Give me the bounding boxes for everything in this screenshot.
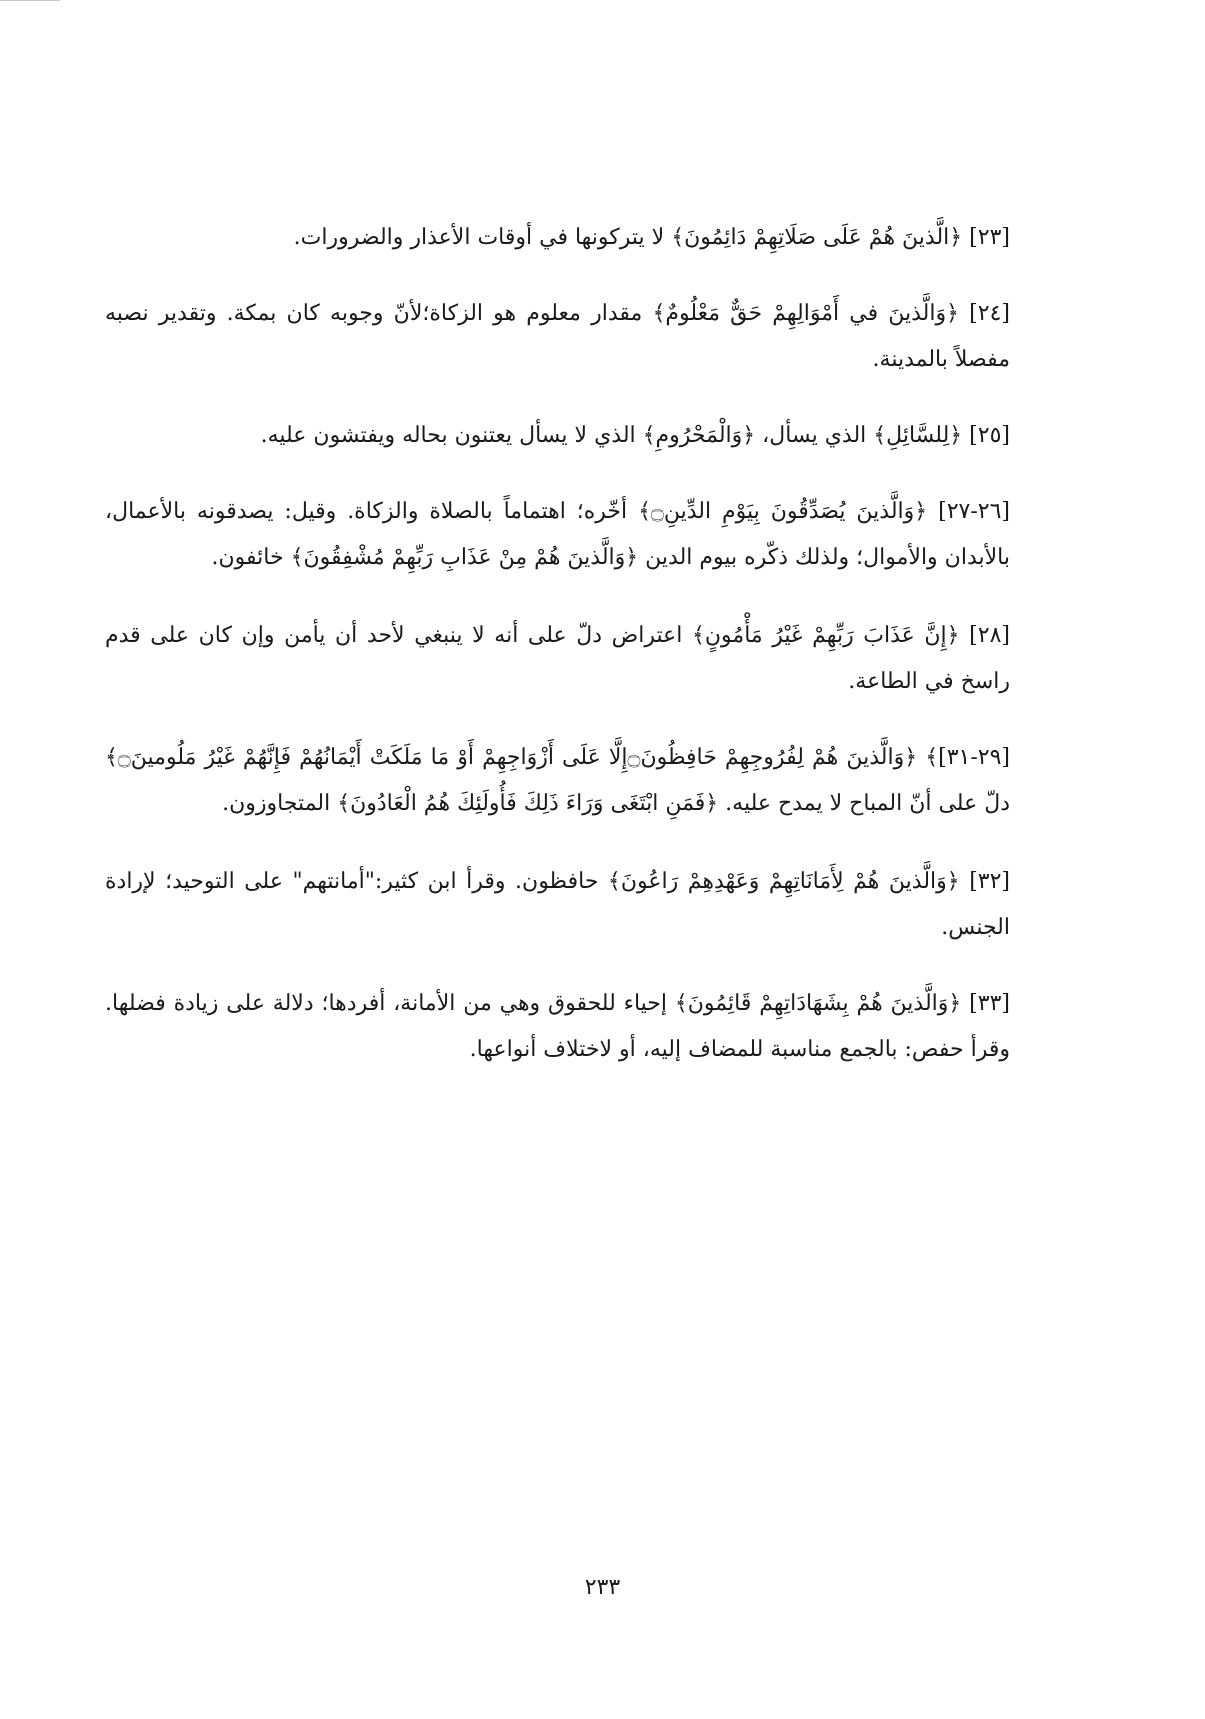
page-number: ٢٣٣ bbox=[584, 1575, 621, 1600]
paragraph-text: ﴿لِلسَّائِلِ﴾ الذي يسأل، ﴿وَالْمَحْرُومِ﴾ الذي لا يسأل يعتنون بحاله ويفتشون عليه. bbox=[260, 423, 963, 448]
paragraph-verse-23 bbox=[105, 215, 1010, 261]
paragraph-verse-33 bbox=[105, 981, 1010, 1073]
verse-number: [٣٢] bbox=[969, 869, 1011, 894]
paragraph-verse-32 bbox=[105, 859, 1010, 951]
verse-number: [٢٤] bbox=[969, 301, 1010, 326]
tafsir-text-body bbox=[105, 215, 1010, 1103]
paragraph-verse-28 bbox=[105, 613, 1010, 705]
paragraph-text: ﴿الَّذينَ هُمْ عَلَى صَلَاتِهِمْ دَائِمُونَ﴾ لا يتركونها في أوقات الأعذار والضرورات. bbox=[293, 225, 963, 250]
paragraph-text: ﴿إِنَّ عَذَابَ رَبِّهِمْ غَيْرُ مَأْمُونٍ﴾ اعتراض دلّ على أنه لا ينبغي لأحد أن يأمن وإن كان على قدم راسخ في الطاعة. bbox=[105, 623, 1010, 694]
paragraph-verse-26-27 bbox=[105, 489, 1010, 581]
scan-edge-mark bbox=[0, 0, 60, 1]
paragraph-verse-29-31 bbox=[105, 735, 1010, 827]
paragraph-text: ﴿وَالَّذينَ في أَمْوَالِهِمْ حَقٌّ مَعْلُومٌ﴾ مقدار معلوم هو الزكاة؛لأنّ وجوبه كان بمكة. وتقدير نصبه مفصلاً بالمدينة. bbox=[105, 301, 1010, 372]
paragraph-verse-25 bbox=[105, 413, 1010, 459]
paragraph-text: ﴿وَالَّذينَ يُصَدِّقُونَ بِيَوْمِ الدِّينِ۝﴾ أخّره؛ اهتماماً بالصلاة والزكاة. وقيل: يصدقونه بالأعمال، بالأبدان والأموال؛ ولذلك ذكّره بيوم الدين ﴿وَالَّذينَ هُمْ مِنْ عَذَابِ رَبِّهِمْ مُشْفِقُونَ﴾ خائفون. bbox=[105, 499, 1010, 570]
verse-number: [٢٩-٣١]﴾ bbox=[925, 745, 1010, 770]
verse-number: [٢٣] bbox=[969, 225, 1010, 250]
paragraph-text: ﴿وَالَّذينَ هُمْ بِشَهَادَاتِهِمْ قَائِمُونَ﴾ إحياء للحقوق وهي من الأمانة، أفردها؛ دلالة على زيادة فضلها. وقرأ حفص: بالجمع مناسبة للمضاف إليه، أو لاختلاف أنواعها. bbox=[105, 991, 1010, 1062]
paragraph-text: ﴿وَالَّذينَ هُمْ لِأَمَانَاتِهِمْ وَعَهْدِهِمْ رَاعُونَ﴾ حافظون. وقرأ ابن كثير:"أمانتهم" على التوحيد؛ لإرادة الجنس. bbox=[105, 869, 1010, 940]
paragraph-text: ﴿وَالَّذينَ هُمْ لِفُرُوجِهِمْ حَافِظُونَ۝إِلَّا عَلَى أَزْوَاجِهِمْ أَوْ مَا مَلَكَتْ أَيْمَانُهُمْ فَإِنَّهُمْ غَيْرُ مَلُومينَ۝﴾ دلّ على أنّ المباح لا يمدح عليه. ﴿فَمَنِ ابْتَغَى وَرَاءَ ذَلِكَ فَأُولَئِكَ هُمُ الْعَادُونَ﴾ المتجاوزون. bbox=[105, 745, 1010, 816]
verse-number: [٣٣] bbox=[969, 991, 1010, 1016]
verse-number: [٢٥] bbox=[969, 423, 1010, 448]
verse-number: [٢٦-٢٧] bbox=[938, 499, 1011, 524]
verse-number: [٢٨] bbox=[969, 623, 1010, 648]
paragraph-verse-24 bbox=[105, 291, 1010, 383]
